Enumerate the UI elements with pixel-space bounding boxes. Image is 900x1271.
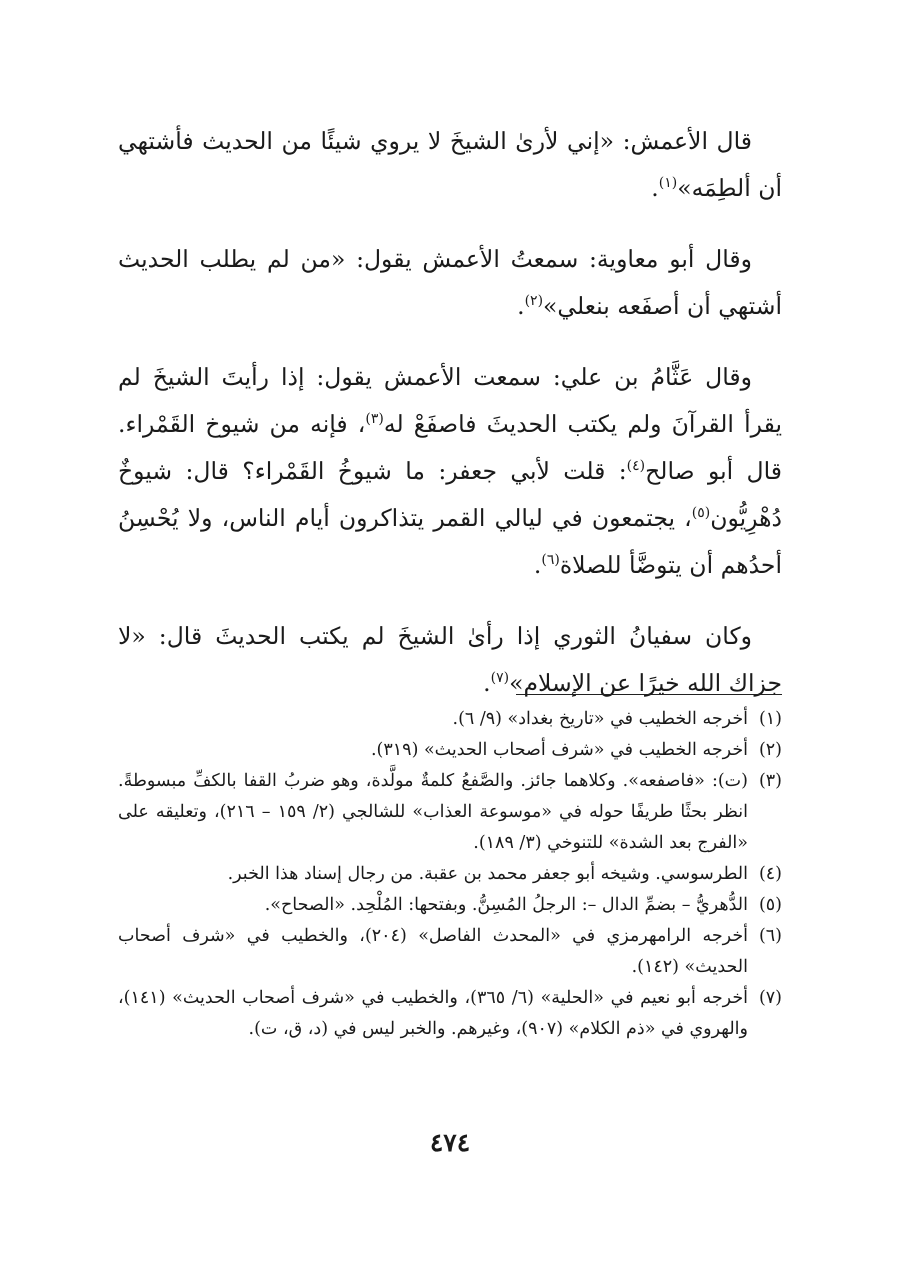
footnote-text: أخرجه أبو نعيم في «الحلية» (٦/ ٣٦٥)، والخطيب في «شرف أصحاب الحديث» (١٤١)، والهروي في «ذم الكلام» (٩٠٧)، وغيرهم. والخبر ليس في (د، ق، ت).: [118, 988, 748, 1039]
footnote-number: (٧): [758, 988, 782, 1008]
footnote-item: [118, 766, 782, 859]
footnote-marker[interactable]: (٣): [365, 411, 384, 427]
footnote-number: (٤): [758, 864, 782, 884]
paragraph-end: .: [651, 174, 659, 202]
paragraph-text: وقال عَثَّامُ بن علي: سمعت الأعمش يقول: إذا رأيتَ الشيخَ لم يقرأ القرآنَ ولم يكتب الحديثَ فاصفَعْ له: [118, 363, 782, 438]
footnote-marker[interactable]: (١): [658, 175, 678, 191]
paragraph-1: [118, 118, 782, 212]
paragraph-text: : قلت لأبي جعفر: ما شيوخُ القَمْراء؟ قال: شيوخٌ دُهْرِيُّون: [118, 457, 782, 532]
paragraph-text: ، يجتمعون في ليالي القمر يتذاكرون أيام الناس، ولا يُحْسِنُ أحدُهم أن يتوضَّأ للصلاة: [118, 504, 782, 579]
footnote-number: (٥): [758, 895, 782, 915]
footnote-number: (١): [758, 709, 782, 729]
paragraph-text: قال الأعمش: «إني لأرىٰ الشيخَ لا يروي شيئًا من الحديث فأشتهي أن ألطِمَه»: [118, 127, 782, 202]
footnote-marker[interactable]: (٤): [626, 458, 646, 474]
footnote-item: [118, 983, 782, 1045]
paragraph-text: ، فإنه من شيوخ القَمْراء. قال أبو صالح: [118, 410, 782, 485]
footnote-item: [118, 735, 782, 766]
footnotes: [118, 704, 782, 1045]
footnote-text: الطرسوسي. وشيخه أبو جعفر محمد بن عقبة. من رجال إسناد هذا الخبر.: [227, 864, 748, 884]
footnote-text: أخرجه الخطيب في «شرف أصحاب الحديث» (٣١٩).: [370, 740, 748, 760]
footnote-marker[interactable]: (٧): [490, 670, 510, 686]
paragraph-end: .: [517, 292, 525, 320]
footnote-text: (ت): «فاصفعه». وكلاهما جائز. والصَّفعُ كلمةٌ مولَّدة، وهو ضربُ القفا بالكفِّ مبسوطةً. انظر بحثًا طريفًا حوله في «موسوعة العذاب» للشالجي (٢/ ١٥٩ – ٢١٦)، وتعليقه على «الفرج بعد الشدة» للتنوخي (٣/ ١٨٩).: [118, 771, 748, 853]
footnote-number: (٣): [758, 771, 782, 791]
paragraph-end: .: [483, 669, 491, 697]
main-text: [118, 118, 782, 707]
footnote-divider: [516, 694, 782, 695]
footnote-item: [118, 704, 782, 735]
footnote-item: [118, 859, 782, 890]
paragraph-text: وكان سفيانُ الثوري إذا رأىٰ الشيخَ لم يكتب الحديثَ قال: «لا جزاك الله خيرًا عن الإسلام»: [118, 622, 782, 697]
paragraph-2: [118, 236, 782, 330]
page-number: ٤٧٤: [429, 1128, 471, 1157]
footnote-item: [118, 921, 782, 983]
footnote-marker[interactable]: (٥): [691, 505, 711, 521]
paragraph-4: [118, 613, 782, 707]
footnote-number: (٢): [758, 740, 782, 760]
document-page: [118, 0, 782, 1271]
footnote-text: أخرجه الرامهرمزي في «المحدث الفاصل» (٢٠٤)، والخطيب في «شرف أصحاب الحديث» (١٤٢).: [118, 926, 748, 977]
footnote-marker[interactable]: (٦): [541, 552, 560, 568]
paragraph-3: [118, 354, 782, 589]
footnote-text: أخرجه الخطيب في «تاريخ بغداد» (٩/ ٦).: [452, 709, 748, 729]
footnote-marker[interactable]: (٢): [524, 293, 544, 309]
footnote-number: (٦): [758, 926, 782, 946]
footnote-text: الدُّهريُّ – بضمِّ الدال –: الرجلُ المُسِنُّ. وبفتحها: المُلْحِد. «الصحاح».: [264, 895, 748, 915]
paragraph-text: وقال أبو معاوية: سمعتُ الأعمش يقول: «من لم يطلب الحديث أشتهي أن أصفَعه بنعلي»: [118, 245, 782, 320]
paragraph-end: .: [533, 551, 542, 579]
footnote-item: [118, 890, 782, 921]
